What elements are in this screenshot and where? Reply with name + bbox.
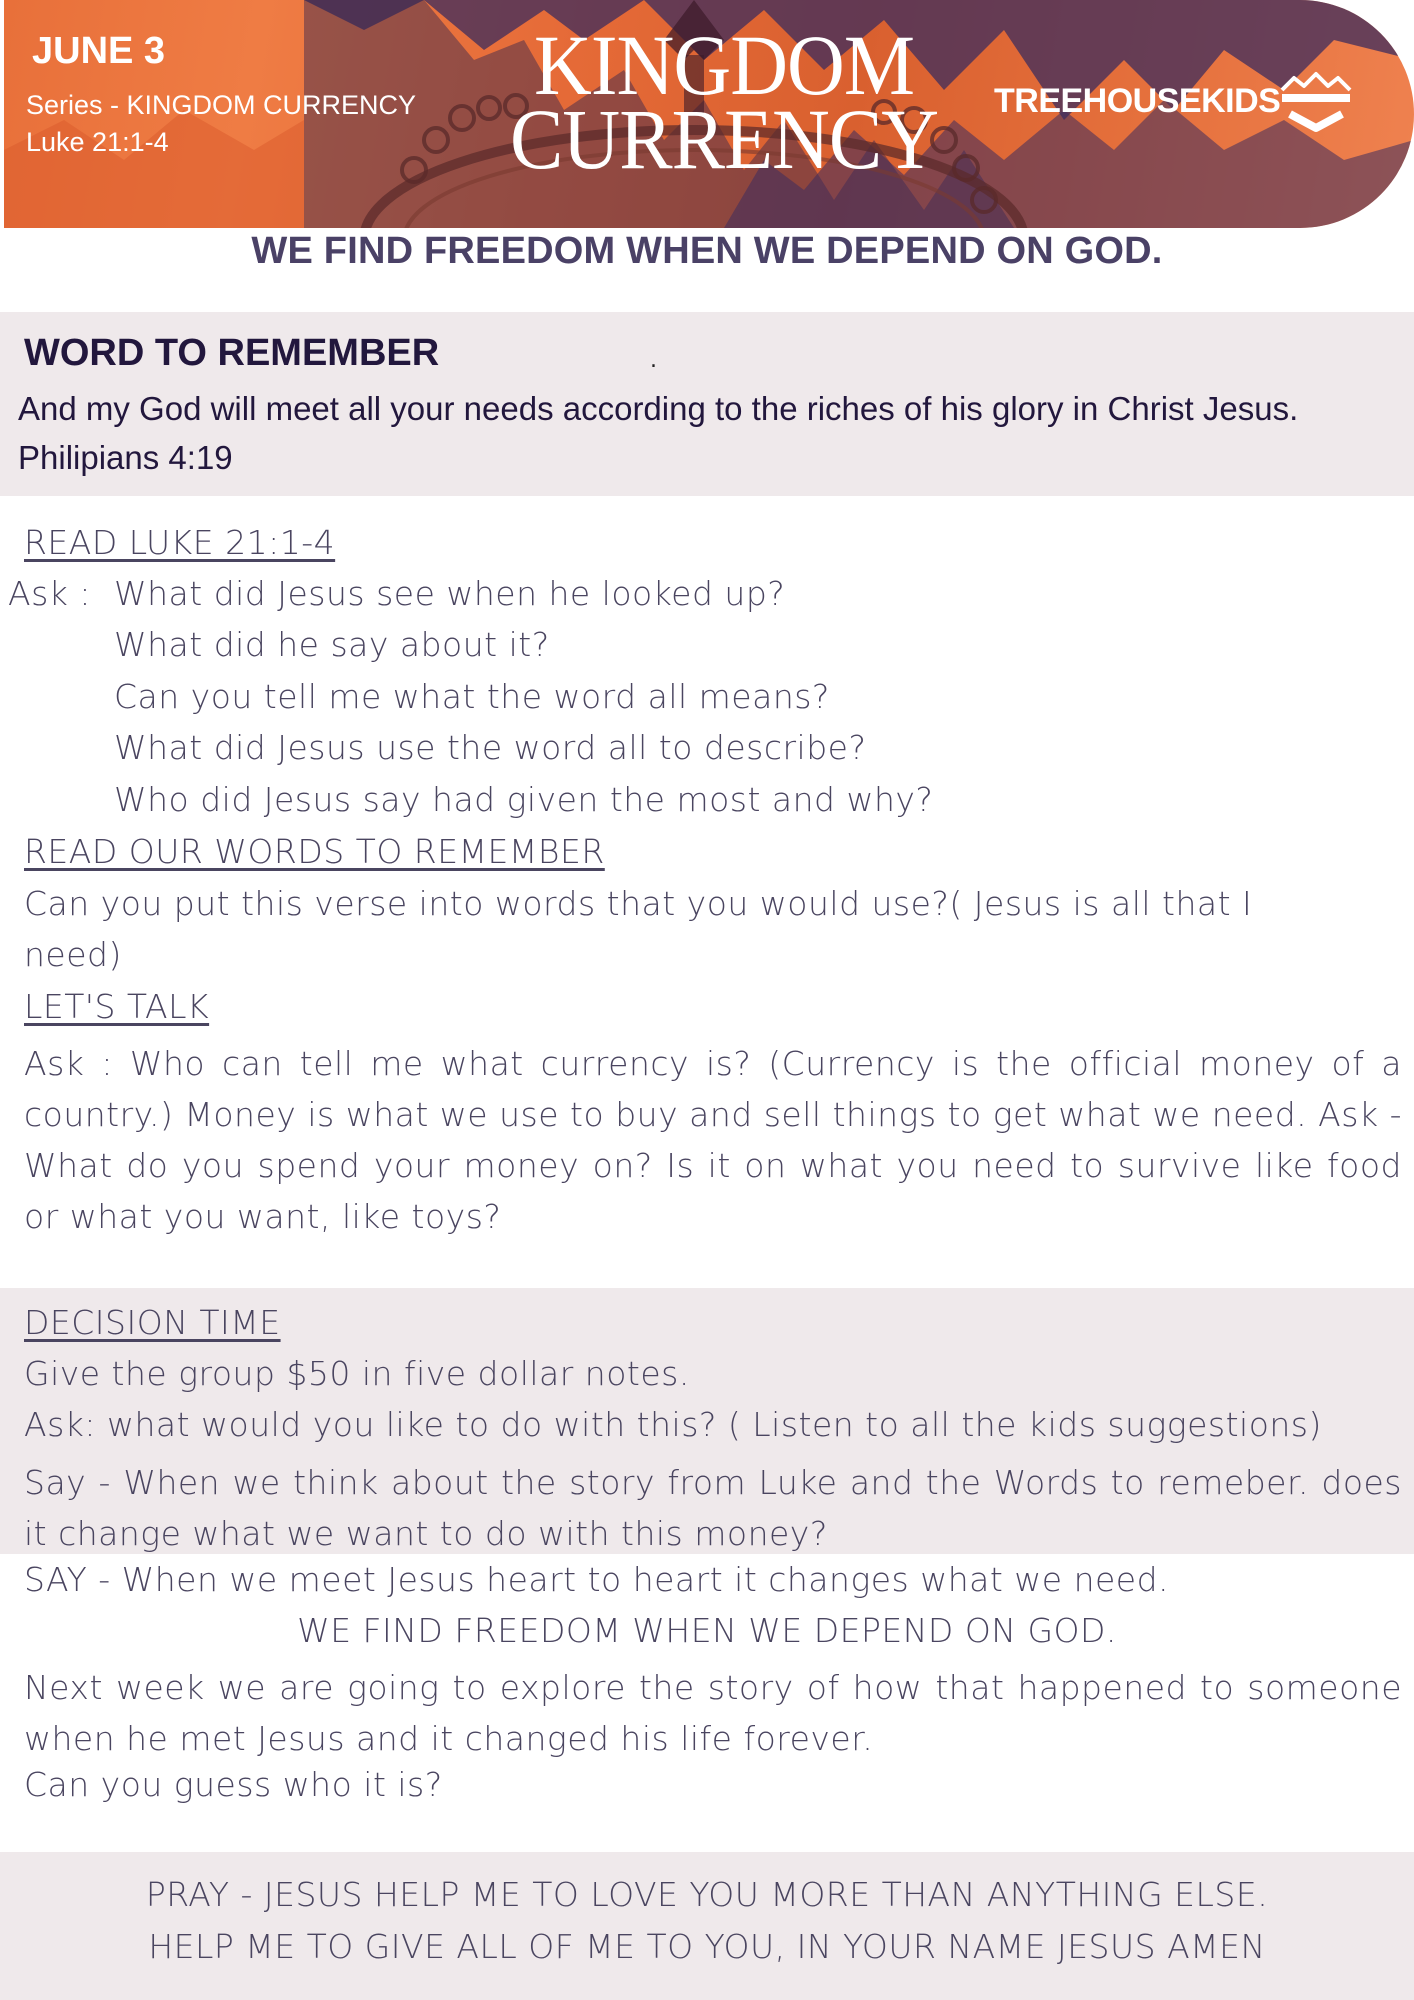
prayer-line: PRAY - JESUS HELP ME TO LOVE YOU MORE THAN ANYTHING ELSE. bbox=[145, 1875, 1269, 1914]
lets-talk-heading: LET'S TALK bbox=[24, 987, 210, 1026]
decision-time-heading: DECISION TIME bbox=[24, 1303, 281, 1342]
decision-line: Ask: what would you like to do with this? ( Listen to all the kids suggestions) bbox=[24, 1405, 1322, 1444]
lesson-motto: WE FIND FREEDOM WHEN WE DEPEND ON GOD. bbox=[251, 230, 1163, 272]
lets-talk-text: Ask : Who can tell me what currency is? (Currency is the official money of a country.) Money is what we use to buy and sell things to get what we need. Ask - What do you spend your money on? Is it on what you need to survive like food or what you want, like toys? bbox=[24, 1044, 1402, 1236]
say-line: SAY - When we meet Jesus heart to heart it changes what we need. bbox=[24, 1560, 1170, 1599]
brand-name: TREEHOUSEKIDS bbox=[994, 82, 1281, 120]
read-luke-heading: READ LUKE 21:1-4 bbox=[24, 523, 336, 562]
decision-line: Give the group $50 in five dollar notes. bbox=[24, 1354, 690, 1393]
say-text: Next week we are going to explore the story of how that happened to someone when he met Jesus and it changed his life forever. bbox=[24, 1668, 1402, 1758]
lesson-date: JUNE 3 bbox=[32, 30, 166, 72]
stray-dot: . bbox=[650, 348, 657, 373]
banner-title-line2: CURRENCY bbox=[510, 91, 939, 187]
say-motto: WE FIND FREEDOM WHEN WE DEPEND ON GOD. bbox=[297, 1611, 1117, 1650]
question-item: Can you tell me what the word all means? bbox=[114, 677, 830, 716]
question-item: What did Jesus see when he looked up? bbox=[114, 574, 786, 613]
memory-verse-citation: Philipians 4:19 bbox=[18, 439, 233, 476]
ask-prefix: Ask : bbox=[8, 574, 91, 613]
question-item: Who did Jesus say had given the most and why? bbox=[114, 780, 934, 819]
treehouse-logo-icon bbox=[1276, 68, 1356, 148]
say-question: Can you guess who it is? bbox=[24, 1765, 443, 1804]
read-words-heading: READ OUR WORDS TO REMEMBER bbox=[24, 832, 605, 871]
question-item: What did Jesus use the word all to describe? bbox=[114, 728, 867, 767]
scripture-reference: Luke 21:1-4 bbox=[26, 127, 169, 157]
header-banner bbox=[4, 0, 1414, 228]
banner-title-line1: KINGDOM bbox=[534, 17, 915, 113]
decision-text: Say - When we think about the story from Luke and the Words to remeber. does it change what we want to do with this money? bbox=[24, 1463, 1402, 1553]
read-words-line: need) bbox=[24, 935, 122, 974]
read-words-line: Can you put this verse into words that you would use?( Jesus is all that I bbox=[24, 884, 1253, 923]
question-item: What did he say about it? bbox=[114, 625, 550, 664]
prayer-line: HELP ME TO GIVE ALL OF ME TO YOU, IN YOUR NAME JESUS AMEN bbox=[148, 1927, 1266, 1966]
series-name: Series - KINGDOM CURRENCY bbox=[26, 90, 417, 120]
memory-verse: And my God will meet all your needs according to the riches of his glory in Christ Jesus. bbox=[18, 390, 1299, 427]
word-to-remember-section bbox=[0, 312, 1414, 496]
word-to-remember-heading: WORD TO REMEMBER bbox=[24, 332, 440, 374]
